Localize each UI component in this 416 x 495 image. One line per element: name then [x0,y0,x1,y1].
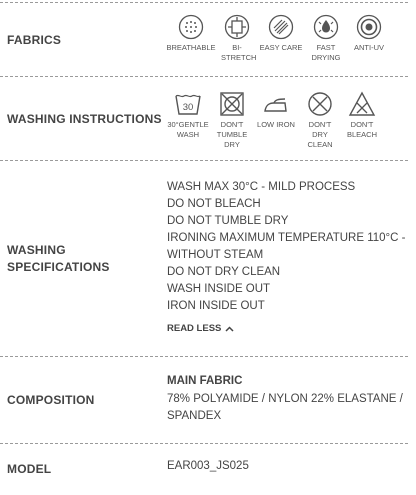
low-iron-icon [261,91,291,117]
divider [0,76,408,77]
spec-line: WASH MAX 30°C - MILD PROCESS [167,181,356,193]
fabrics-label: FABRICS [7,33,62,47]
spec-line: IRONING MAXIMUM TEMPERATURE 110°C - [167,232,406,244]
divider [0,443,408,444]
icon-caption: LOW IRON [257,120,295,129]
fabric-easy-care [258,14,304,63]
washing-specifications-list [167,179,412,315]
no-dry-clean-icon [307,91,333,117]
composition-title: MAIN FABRIC [167,375,243,387]
no-bleach-icon [348,91,376,117]
anti-uv-icon [356,14,382,40]
model-label: MODEL [7,462,52,476]
fabric-bi-stretch [216,14,258,63]
icon-caption: BI-STRETCH [221,43,257,62]
washing-specifications-label-line2: SPECIFICATIONS [7,260,110,274]
fabric-breathable [166,14,216,63]
icon-caption: 30°GENTLE WASH [167,120,209,139]
fabric-anti-uv [348,14,390,63]
wash-30-icon [173,91,203,117]
divider [0,2,408,3]
icon-caption: DON'T BLEACH [346,120,377,139]
model-value: EAR003_JS025 [167,460,249,472]
icon-caption: DON'T DRY CLEAN [307,120,333,149]
no-tumble-dry [210,91,254,150]
spec-line: WASH INSIDE OUT [167,283,271,295]
no-dry-clean [298,91,342,150]
easy-care-icon [268,14,294,40]
chevron-up-icon [225,326,234,332]
spec-line: WITHOUT STEAM [167,249,264,261]
divider [0,160,408,161]
composition-label: COMPOSITION [7,393,95,407]
icon-caption: FAST DRYING [311,43,341,62]
washing-instructions-label: WASHING INSTRUCTIONS [7,112,162,126]
read-less-label: READ LESS [167,323,222,334]
fast-drying-icon [313,14,339,40]
breathable-icon [178,14,204,40]
wash-gentle-30 [166,91,210,150]
fabrics-icons [166,14,390,63]
fabric-fast-drying [304,14,348,63]
no-tumble-dry-icon [219,91,245,117]
washing-instructions-icons [166,91,382,150]
spec-line: DO NOT DRY CLEAN [167,266,281,278]
wash-temperature: 30 [182,102,194,113]
composition-text: 78% POLYAMIDE / NYLON 22% ELASTANE / SPANDEX [167,393,403,422]
washing-specifications-label [7,242,110,276]
low-iron [254,91,298,150]
no-bleach [342,91,382,150]
icon-caption: DON'T TUMBLE DRY [216,120,248,149]
spec-line: DO NOT TUMBLE DRY [167,215,289,227]
icon-caption: BREATHABLE [166,43,216,52]
icon-caption: ANTI-UV [354,43,384,52]
washing-specifications-label-line1: WASHING [7,243,66,257]
divider [0,356,408,357]
spec-line: DO NOT BLEACH [167,198,261,210]
bi-stretch-icon [224,14,250,40]
read-less-button[interactable] [167,323,234,334]
icon-caption: EASY CARE [259,43,303,52]
spec-line: IRON INSIDE OUT [167,300,265,312]
